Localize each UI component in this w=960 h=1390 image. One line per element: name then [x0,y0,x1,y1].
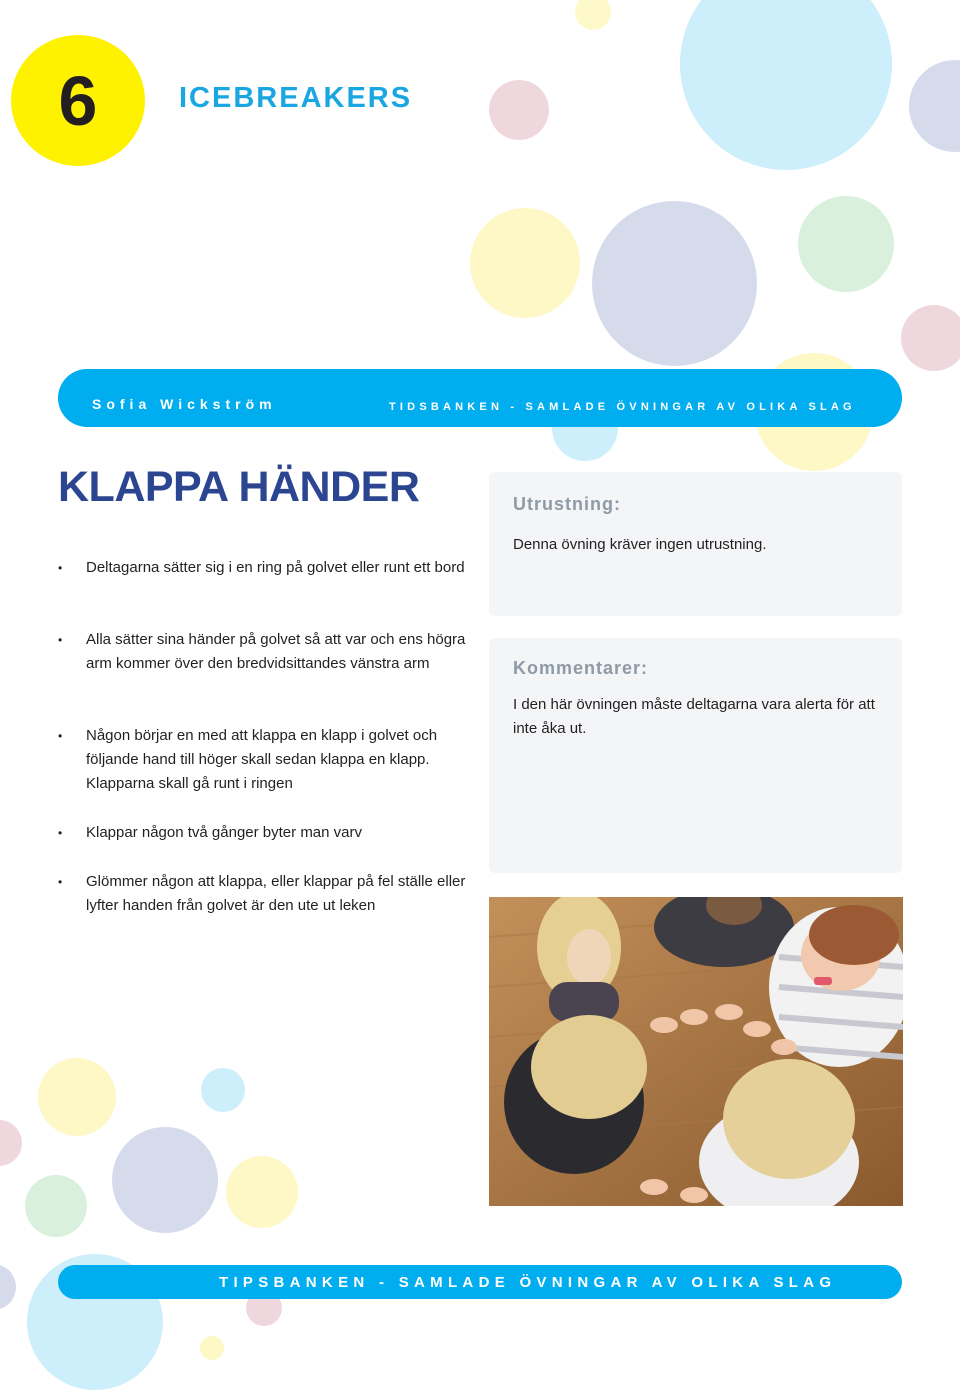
decorative-dot [112,1127,218,1233]
decorative-dot [592,201,757,366]
header-tagline: TIDSBANKEN - SAMLADE ÖVNINGAR AV OLIKA SLAG [389,401,856,413]
instruction-text: Klappar någon två gånger byter man varv [86,824,362,841]
list-item [58,556,478,580]
equipment-heading: Utrustning: [513,494,621,514]
decorative-dot [226,1156,298,1228]
comments-heading: Kommentarer: [513,658,649,678]
page-number: 6 [58,61,98,140]
instruction-text: Alla sätter sina händer på golvet så att var och ens högra arm kommer över den bredvidsittandes vänstra arm [86,631,466,672]
decorative-dot [0,1120,22,1166]
instruction-text: Glömmer någon att klappa, eller klappar på fel ställe eller lyfter handen från golvet är den ute ut leken [86,873,466,914]
decorative-dot [680,0,892,170]
author-name: Sofia Wickström [92,396,277,412]
header-bar [58,369,902,427]
list-item [58,870,478,918]
decorative-dot [25,1175,87,1237]
footer-bar [58,1265,902,1299]
decorative-dot [200,1336,224,1360]
decorative-dot [470,208,580,318]
bullet-mark: • [58,875,63,889]
comments-text: I den här övningen måste deltagarna vara alerta för att inte åka ut. [513,696,875,737]
decorative-dot [575,0,611,30]
decorative-dot [489,80,549,140]
bullet-mark: • [58,729,63,743]
equipment-text: Denna övning kräver ingen utrustning. [513,536,767,553]
decorative-dot [798,196,894,292]
bullet-mark: • [58,826,63,840]
footer-tagline: TIPSBANKEN - SAMLADE ÖVNINGAR AV OLIKA SLAG [219,1274,837,1291]
decorative-dot [201,1068,245,1112]
instruction-text: Deltagarna sätter sig i en ring på golvet eller runt ett bord [86,559,465,576]
list-item [58,724,478,796]
bullet-mark: • [58,561,63,575]
list-item [58,821,478,845]
equipment-box [489,472,902,616]
decorative-dot [909,60,960,152]
page-number-badge [11,35,145,166]
instruction-text: Någon börjar en med att klappa en klapp i golvet och följande hand till höger skall sedan klappa en klapp. Klapparna skall gå runt i ringen [86,727,438,792]
decorative-dot [901,305,960,371]
section-title: ICEBREAKERS [179,82,413,114]
decorative-dot [38,1058,116,1136]
comments-box [489,638,902,873]
decorative-dot [0,1264,16,1310]
bullet-mark: • [58,633,63,647]
exercise-title: KLAPPA HÄNDER [58,463,420,511]
list-item [58,628,478,676]
exercise-photo [489,897,903,1206]
photo-illustration [489,897,903,1206]
